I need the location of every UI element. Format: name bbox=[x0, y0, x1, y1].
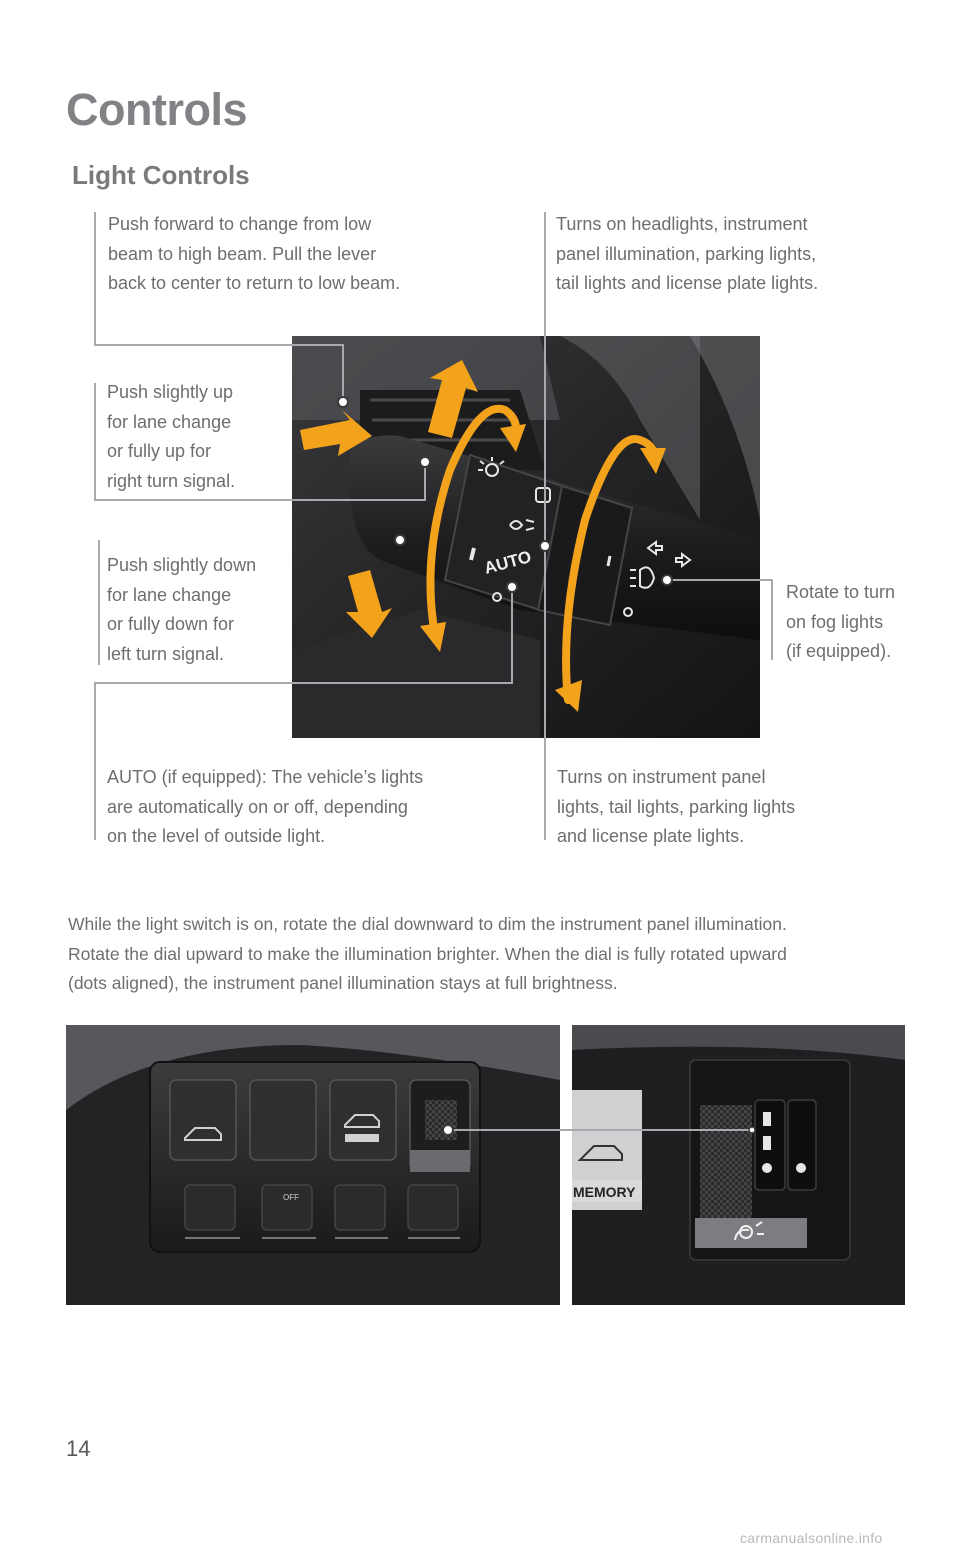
memory-label: MEMORY bbox=[573, 1184, 636, 1200]
page-number: 14 bbox=[66, 1436, 91, 1461]
callout-right-turn: Push slightly up for lane change or fully up for right turn signal. bbox=[107, 382, 236, 491]
dimmer-paragraph: While the light switch is on, rotate the dial downward to dim the instrument panel illumination. Rotate the dial upward to make the illumination brighter. When the dial is fully rotated upward (dots aligned), the instrument panel illumination stays at full brightness. bbox=[68, 914, 787, 993]
watermark: carmanualsonline.info bbox=[740, 1530, 883, 1546]
off-switch-label: OFF bbox=[283, 1193, 299, 1202]
callout-parking: Turns on instrument panel lights, tail lights, parking lights and license plate lights. bbox=[557, 767, 796, 846]
lever-photo bbox=[292, 336, 760, 738]
page-title: Controls bbox=[66, 84, 247, 135]
lever-auto-label: AUTO bbox=[482, 547, 534, 578]
callout-high-beam: Push forward to change from low beam to high beam. Pull the lever back to center to return to low beam. bbox=[108, 214, 401, 293]
callout-auto: AUTO (if equipped): The vehicle’s lights are automatically on or off, depending on the level of outside light. bbox=[107, 767, 424, 846]
switch-panel-photo bbox=[66, 1025, 560, 1305]
callout-fog-lights: Rotate to turn on fog lights (if equipped). bbox=[786, 582, 896, 661]
section-title: Light Controls bbox=[72, 160, 250, 190]
callout-left-turn: Push slightly down for lane change or fully down for left turn signal. bbox=[107, 555, 257, 664]
dimmer-callout-dot bbox=[443, 1125, 453, 1135]
dimmer-closeup-photo bbox=[572, 1025, 905, 1305]
callout-headlights: Turns on headlights, instrument panel illumination, parking lights, tail lights and license plate lights. bbox=[556, 214, 819, 293]
